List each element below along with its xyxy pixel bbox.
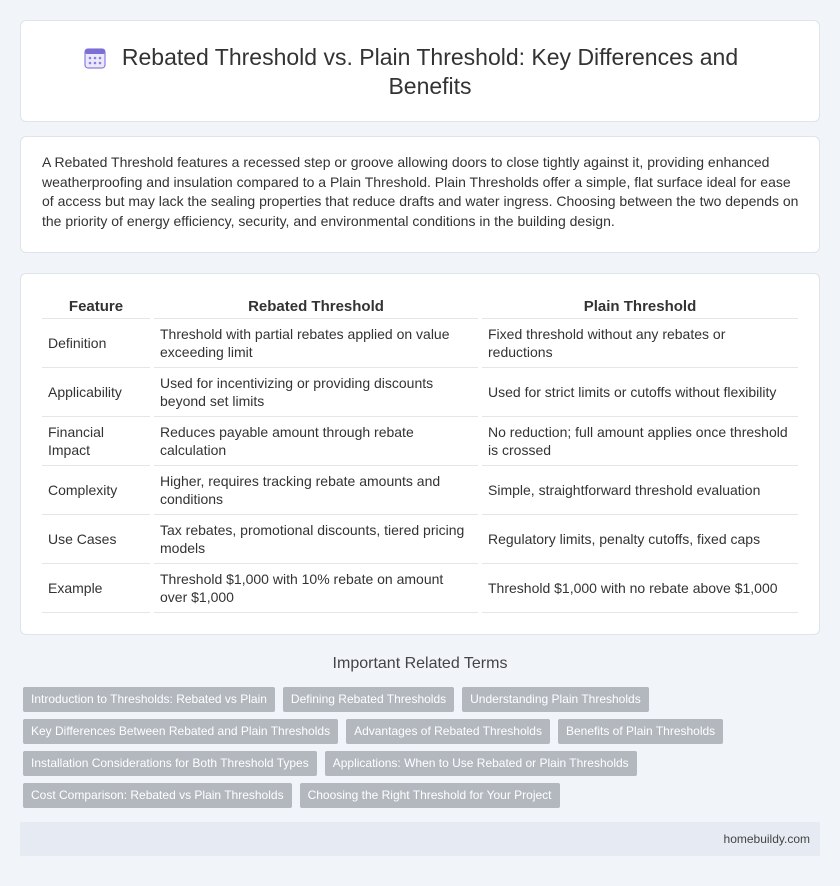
feature-cell: Definition [42,319,152,368]
table-row [42,319,798,368]
title-row [81,43,779,101]
related-terms-list [23,687,813,815]
comparison-table [42,296,798,613]
rebated-cell: Higher, requires tracking rebate amounts and conditions [152,466,480,515]
tag-row [23,783,813,808]
header-plain: Plain Threshold [480,296,798,319]
intro-card [20,136,820,253]
rebated-cell: Threshold with partial rebates applied on value exceeding limit [152,319,480,368]
rebated-cell: Tax rebates, promotional discounts, tiered pricing models [152,515,480,564]
tag-row [23,751,813,776]
plain-cell: Regulatory limits, penalty cutoffs, fixed caps [480,515,798,564]
related-term-tag[interactable]: Introduction to Thresholds: Rebated vs Plain [23,687,275,712]
feature-cell: Applicability [42,368,152,417]
related-term-tag[interactable]: Understanding Plain Thresholds [462,687,649,712]
feature-cell: Financial Impact [42,417,152,466]
feature-cell: Example [42,564,152,613]
related-term-tag[interactable]: Applications: When to Use Rebated or Plain Thresholds [325,751,637,776]
plain-cell: Simple, straightforward threshold evaluation [480,466,798,515]
plain-cell: Used for strict limits or cutoffs without flexibility [480,368,798,417]
rebated-cell: Used for incentivizing or providing discounts beyond set limits [152,368,480,417]
related-term-tag[interactable]: Choosing the Right Threshold for Your Project [300,783,560,808]
header-card [20,20,820,122]
related-term-tag[interactable]: Installation Considerations for Both Threshold Types [23,751,317,776]
tag-row [23,719,813,744]
rebated-cell: Threshold $1,000 with 10% rebate on amount over $1,000 [152,564,480,613]
table-row [42,515,798,564]
related-terms-title: Important Related Terms [332,655,508,672]
plain-cell: Threshold $1,000 with no rebate above $1,000 [480,564,798,613]
table-header-row [42,296,798,319]
related-term-tag[interactable]: Advantages of Rebated Thresholds [346,719,550,744]
rebated-cell: Reduces payable amount through rebate calculation [152,417,480,466]
table-row [42,466,798,515]
header-rebated: Rebated Threshold [152,296,480,319]
table-row [42,368,798,417]
related-term-tag[interactable]: Defining Rebated Thresholds [283,687,454,712]
related-term-tag[interactable]: Key Differences Between Rebated and Plain Thresholds [23,719,338,744]
plain-cell: Fixed threshold without any rebates or reductions [480,319,798,368]
related-term-tag[interactable]: Benefits of Plain Thresholds [558,719,723,744]
feature-cell: Use Cases [42,515,152,564]
comparison-card [20,273,820,635]
header-feature: Feature [42,296,152,319]
intro-paragraph: A Rebated Threshold features a recessed step or groove allowing doors to close tightly against it, providing enhanced weatherproofing and insulation compared to a Plain Threshold. Plain Thresholds offer a simple, flat surface ideal for ease of access but may lack the sealing properties that reduce drafts and water ingress. Choosing between the two depends on the priority of energy efficiency, security, and environmental conditions in the building design. [42,154,799,229]
feature-cell: Complexity [42,466,152,515]
footer-site-link[interactable]: homebuildy.com [723,832,810,846]
table-row [42,417,798,466]
plain-cell: No reduction; full amount applies once threshold is crossed [480,417,798,466]
related-term-tag[interactable]: Cost Comparison: Rebated vs Plain Thresholds [23,783,292,808]
table-row [42,564,798,613]
tag-row [23,687,813,712]
calendar-icon [83,46,107,70]
footer [20,822,820,856]
page-title: Rebated Threshold vs. Plain Threshold: Key Differences and Benefits [121,44,739,99]
